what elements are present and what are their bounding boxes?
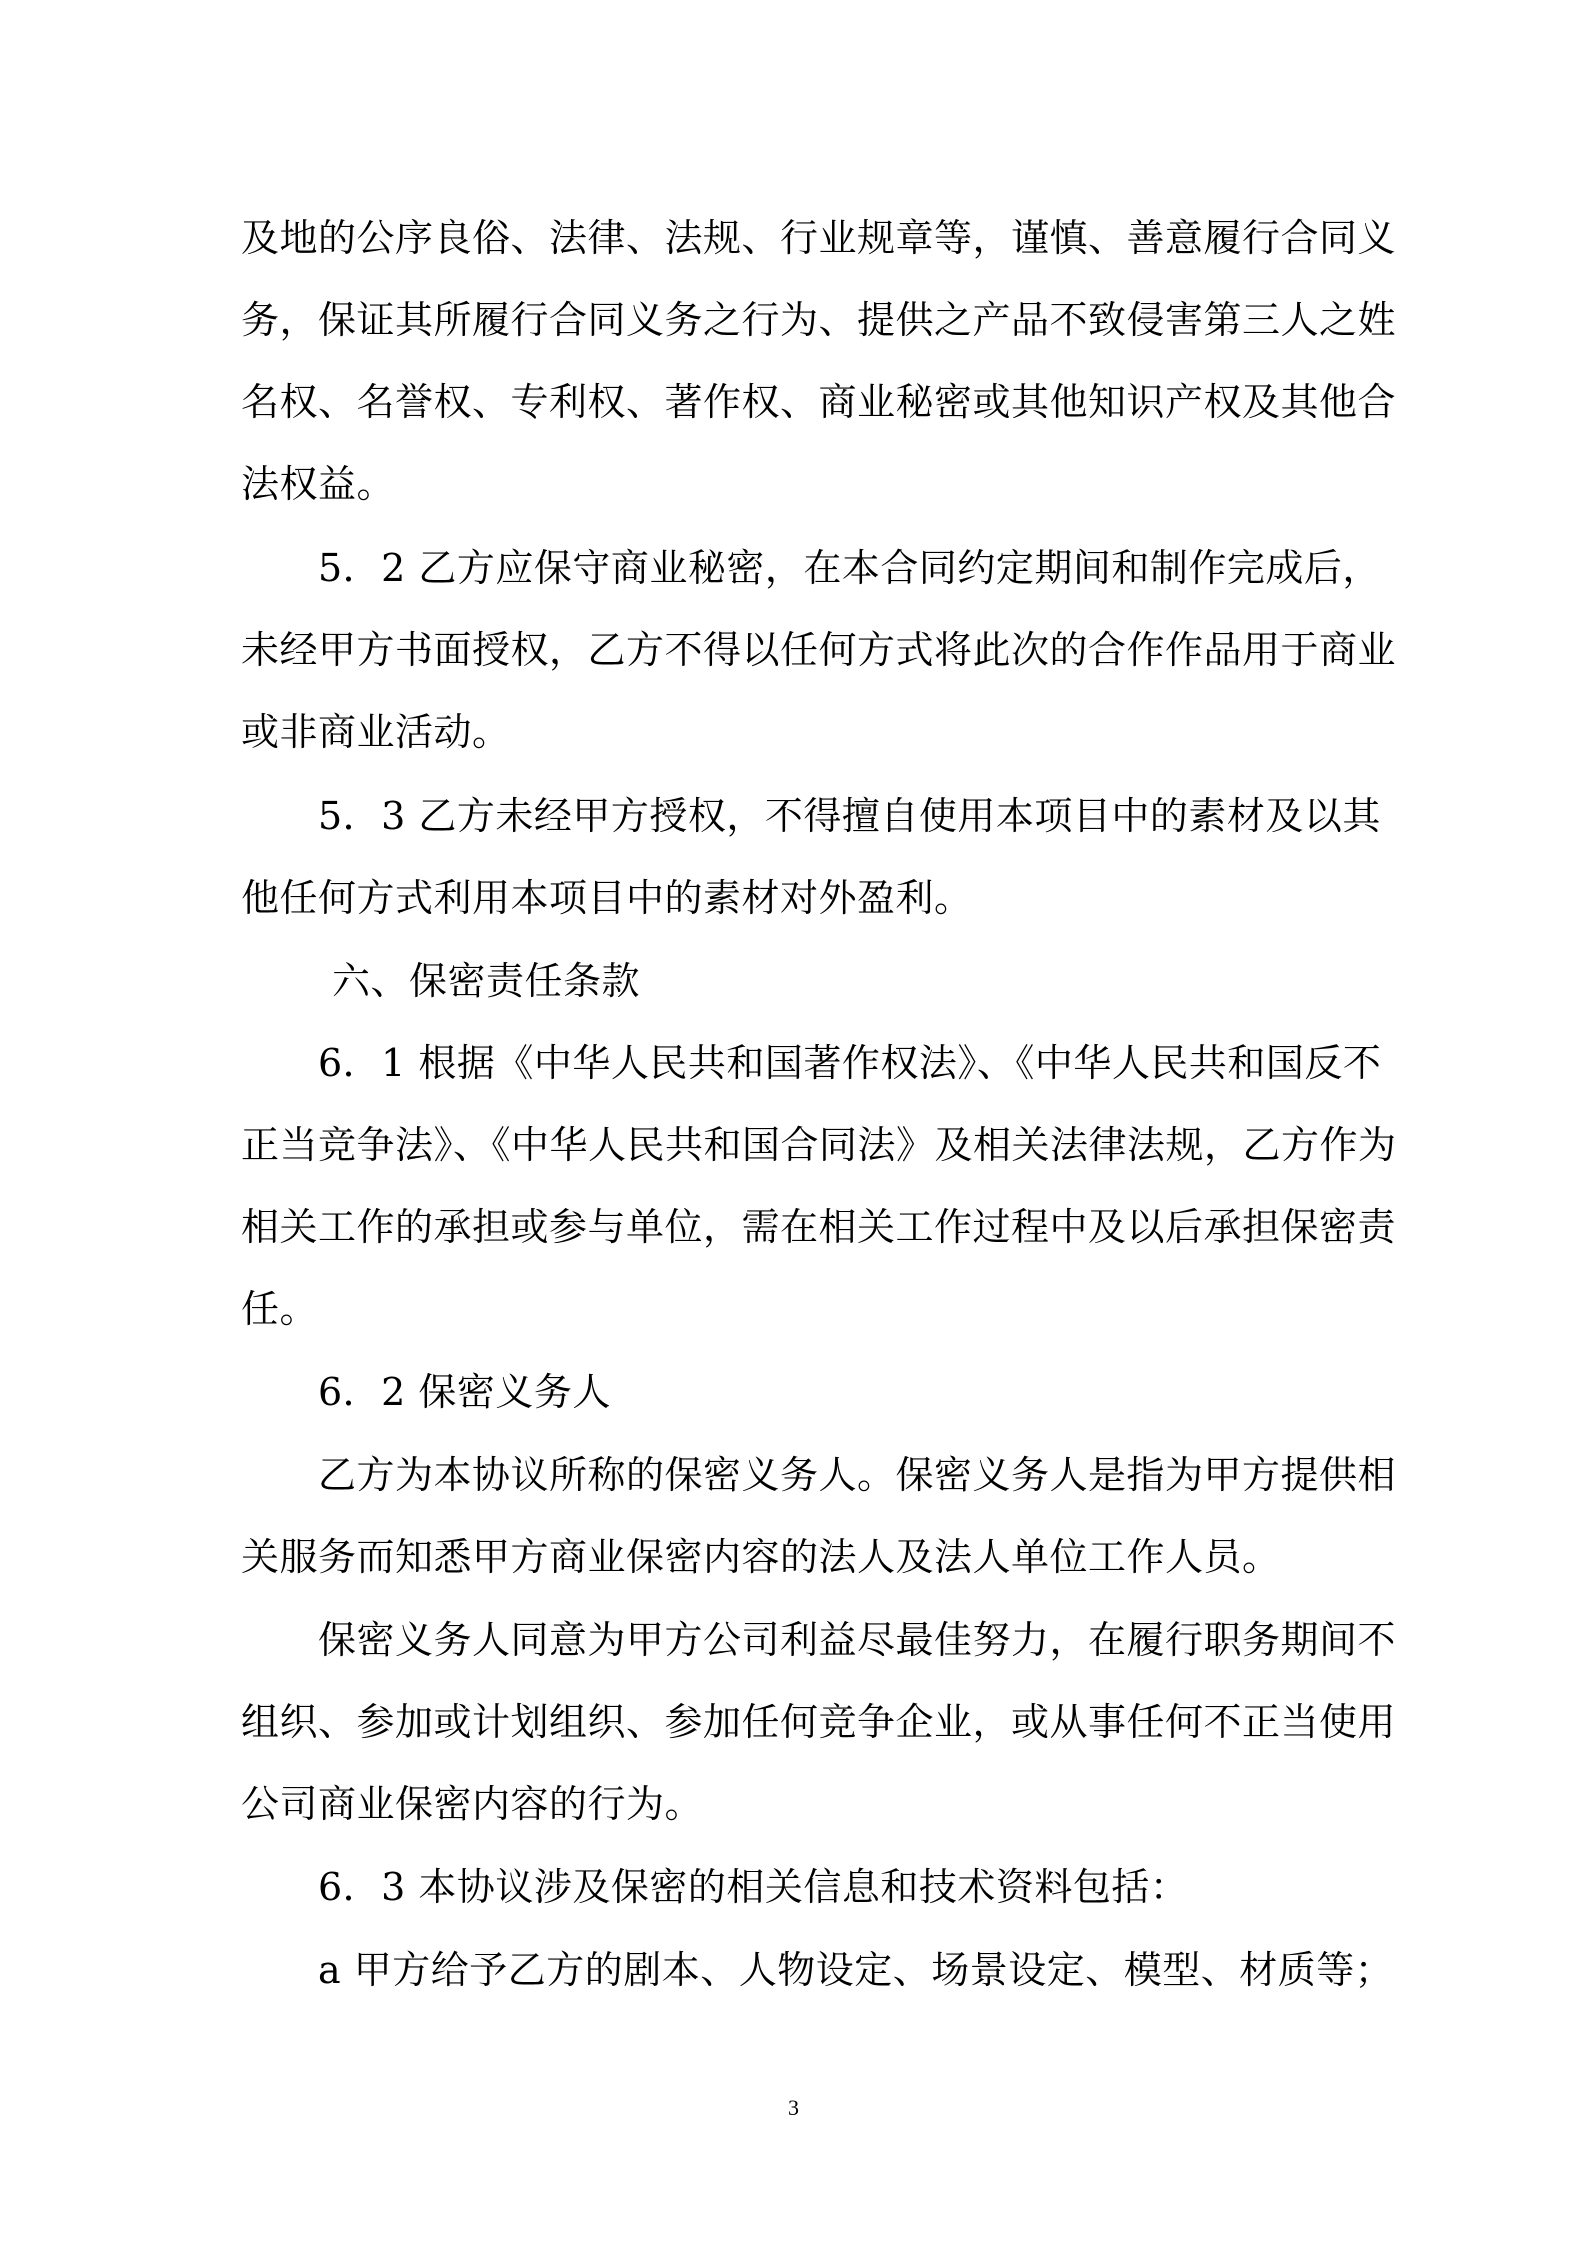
- text-line: 及地的公序良俗、法律、法规、行业规章等，谨慎、善意履行合同义: [241, 216, 1397, 260]
- text-line: a 甲方给予乙方的剧本、人物设定、场景设定、模型、材质等；: [318, 1948, 1394, 1992]
- text-line: 组织、参加或计划组织、参加任何竞争企业，或从事任何不正当使用: [241, 1700, 1397, 1744]
- paragraph-6-1-line: 6．1 根据《中华人民共和国著作权法》、《中华人民共和国反不: [318, 1041, 1382, 1085]
- text-line: 法权益。: [241, 462, 396, 506]
- text-line: 乙方为本协议所称的保密义务人。保密义务人是指为甲方提供相: [318, 1453, 1397, 1497]
- text-line: 关服务而知悉甲方商业保密内容的法人及法人单位工作人员。: [241, 1535, 1281, 1579]
- paragraph-6-3-line: 6．3 本协议涉及保密的相关信息和技术资料包括：: [318, 1865, 1189, 1909]
- text-line: 公司商业保密内容的行为。: [241, 1782, 704, 1826]
- text-line: 务，保证其所履行合同义务之行为、提供之产品不致侵害第三人之姓: [241, 298, 1397, 342]
- text-line: 正当竞争法》、《中华人民共和国合同法》及相关法律法规，乙方作为: [241, 1123, 1397, 1167]
- section-heading: 六、保密责任条款: [332, 959, 641, 1003]
- paragraph-6-2-line: 6．2 保密义务人: [318, 1370, 611, 1414]
- text-line: 保密义务人同意为甲方公司利益尽最佳努力，在履行职务期间不: [318, 1618, 1397, 1662]
- paragraph-5-2-line: 5．2 乙方应保守商业秘密，在本合同约定期间和制作完成后，: [318, 546, 1381, 590]
- text-line: 任。: [241, 1287, 319, 1331]
- page-number: 3: [788, 2095, 799, 2120]
- text-line: 或非商业活动。: [241, 710, 511, 754]
- paragraph-5-3-line: 5．3 乙方未经甲方授权，不得擅自使用本项目中的素材及以其: [318, 794, 1381, 838]
- text-line: 相关工作的承担或参与单位，需在相关工作过程中及以后承担保密责: [241, 1205, 1397, 1249]
- text-line: 他任何方式利用本项目中的素材对外盈利。: [241, 876, 973, 920]
- text-line: 名权、名誉权、专利权、著作权、商业秘密或其他知识产权及其他合: [241, 380, 1397, 424]
- text-line: 未经甲方书面授权，乙方不得以任何方式将此次的合作作品用于商业: [241, 628, 1397, 672]
